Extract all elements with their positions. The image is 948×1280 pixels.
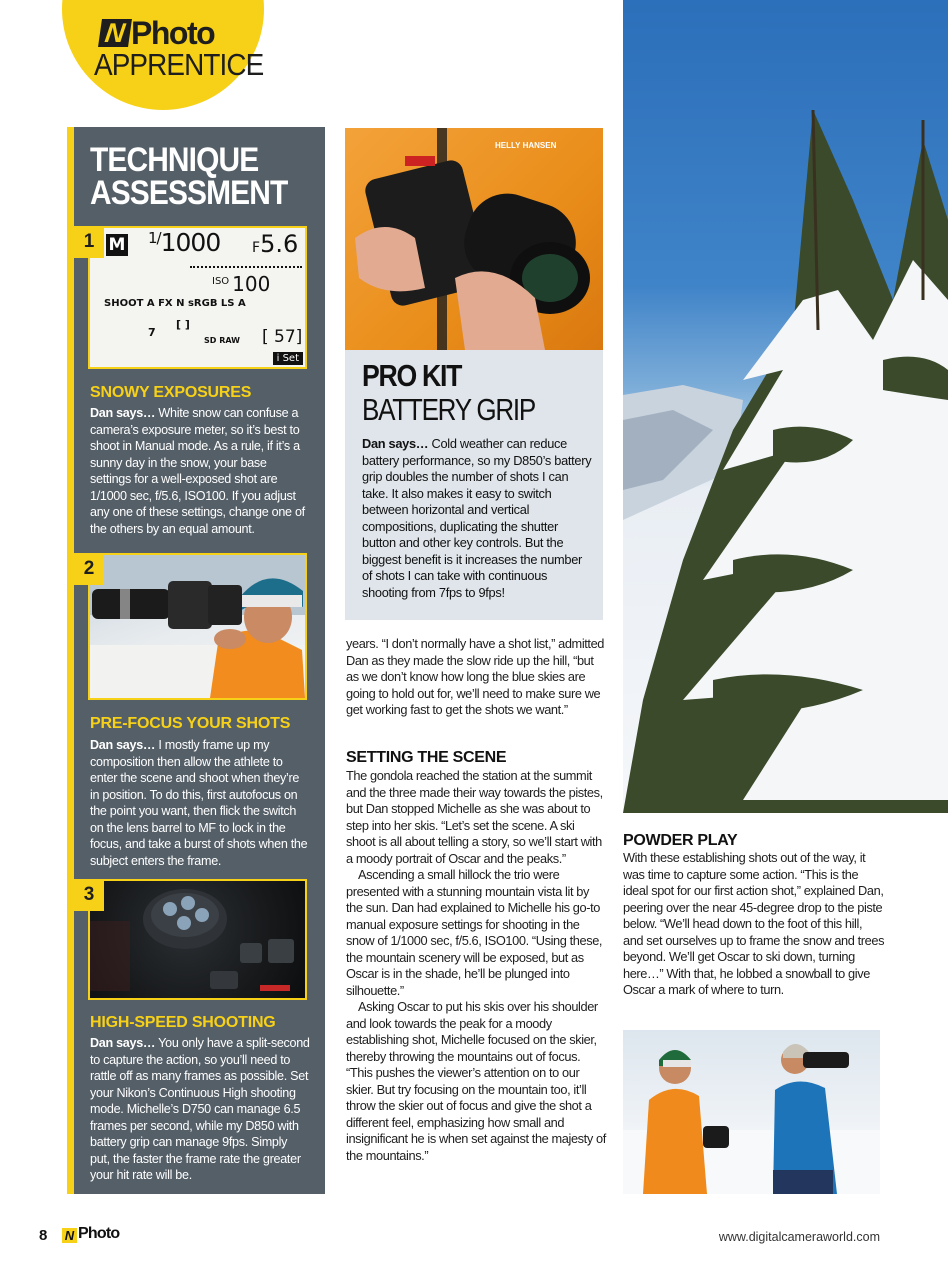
setting-scene-paragraph-1: The gondola reached the station at the summit and the three made their way towards the pistes, but Dan stopped Michelle as she was about to step into her skis. “Let’s set the scene. A ski shoot is all about telling a story, so we’ll start with a moody portrait of Oscar and the peaks.”	[346, 768, 603, 866]
technique-title: TECHNIQUE ASSESSMENT	[90, 141, 288, 212]
badge-apprentice-word: APPRENTICE	[94, 47, 264, 82]
lcd-af-area: [ ]	[176, 318, 190, 331]
footer-photo-logo: Photo	[78, 1225, 120, 1242]
skiers-photo	[623, 1030, 880, 1194]
page-number: 8	[39, 1227, 48, 1244]
snowy-exposures-text: Dan says… White snow can confuse a camera’s exposure meter, so it’s best to shoot in Manual mode. As a rule, if it’s a sunny day in the snow, your base settings for a well-exposed shot are 1/1000 sec, f/5.6, ISO100. If you adjust any one of these settings, change one of the others by an equal amount.	[90, 406, 305, 536]
step-number-3: 3	[74, 879, 104, 911]
lcd-quality: SD RAW	[204, 336, 241, 345]
snowy-tree-photo	[623, 0, 948, 813]
battery-grip-photo	[345, 128, 603, 350]
lcd-aperture: F5.6	[252, 230, 299, 258]
lcd-exposure-scale	[190, 262, 302, 268]
n-logo-icon: N	[98, 19, 132, 47]
skiers-illustration	[623, 1030, 880, 1194]
pro-kit-text: Dan says… Cold weather can reduce battery performance, so my D850’s battery grip doubles the number of shots I can take. It also makes it easy to switch between horizontal and vertical compositions, duplicating the shutter button and other key controls. But the biggest benefit is it increases the number of shots I can take with continuous shooting from 7fps to 9fps!	[362, 436, 592, 600]
pre-focus-text: Dan says… I mostly frame up my composition then allow the athlete to enter the scene and shoot when they’re in position. To do this, first autofocus on the point you want, then flick the switch on the lens barrel to MF to lock in the focus, and take a burst of shots when the subject enters the frame.	[90, 738, 308, 868]
snowy-trees-illustration	[623, 0, 948, 813]
badge-photo-word: Photo	[131, 15, 215, 51]
powder-play-heading: POWDER PLAY	[623, 832, 738, 849]
pro-kit-subtitle: BATTERY GRIP	[362, 392, 536, 427]
pre-focus-heading: PRE-FOCUS YOUR SHOTS	[90, 715, 291, 732]
setting-the-scene-heading: SETTING THE SCENE	[346, 749, 507, 766]
snowy-exposures-heading: SNOWY EXPOSURES	[90, 384, 252, 401]
lcd-shot-count: [ 57]	[262, 327, 303, 347]
photographer-illustration	[90, 555, 305, 698]
technique-panel-stripe	[67, 127, 74, 1194]
mode-dial-illustration	[90, 881, 305, 998]
lcd-shutter: $^{1/}$1000	[148, 228, 221, 257]
pro-kit-title: PRO KIT	[362, 358, 462, 393]
camera-dial-photo	[88, 879, 307, 1000]
photographer-photo	[88, 553, 307, 700]
article-intro: years. “I don’t normally have a shot list,” admitted Dan as they made the slow ride up the hill, “but as we don’t know how long the blue skies are going to hold out for, we’ll need to make sure we get working fast to get the shots we want.”	[346, 636, 605, 717]
high-speed-text: Dan says… You only have a split-second to capture the action, so you’ll need to rattle off as many frames as possible. Set your Nikon’s Continuous High shooting mode. Michelle’s D750 can manage 6.5 frames per second, while my D850 with battery grip can manage 9fps. Simply put, the faster the frame rate the greater your hit rate will be.	[90, 1036, 310, 1182]
lcd-set-label: i Set	[273, 352, 303, 365]
lcd-iso: $^{ISO}$ 100	[212, 272, 271, 296]
footer-url: www.digitalcameraworld.com	[718, 1230, 880, 1244]
camera-in-hands-illustration	[345, 128, 603, 350]
setting-scene-paragraph-3: Asking Oscar to put his skis over his shoulder and look towards the peak for a moody establishing shot, Michelle focused on the skier, thereby throwing the mountains out of focus. “This pushes the viewer’s attention on to our skier. But try focusing on the mountain too, it’ll throw the skier out of focus and give the shot a different feel, emphasizing how small and insignificant he is when set against the majesty of the mountains.”	[346, 999, 606, 1163]
powder-play-text: With these establishing shots out of the way, it was time to capture some action. “This is the ideal spot for our first action shot,” explained Dan, peering over the near 45-degree drop to the piste below. “We’ll head down to the foot of this hill, and set ourselves up to frame the snow and trees beyond. We’ll get Oscar to ski down, turning here…” With that, he lobbed a snowball to give Oscar a mark of where to turn.	[623, 850, 885, 997]
setting-the-scene-text	[346, 768, 606, 1164]
high-speed-heading: HIGH-SPEED SHOOTING	[90, 1014, 276, 1031]
camera-lcd-image	[88, 226, 307, 369]
lcd-settings-row: SHOOT A FX N sRGB LS A	[104, 298, 246, 309]
jacket-brand-text: HELLY HANSEN	[495, 141, 557, 150]
lcd-burst: 7	[148, 326, 156, 339]
setting-scene-paragraph-2: Ascending a small hillock the trio were presented with a stunning mountain vista lit by the sun. Dan had explained to Michelle his go-to manual exposure settings for shooting in the snow of 1/1000 sec, f/5.6, ISO100. “Using these, the mountain scenery will be exposed, but as Oscar is in the shade, he’ll be plunged into silhouette.”	[346, 867, 603, 998]
step-number-1: 1	[74, 226, 104, 258]
step-number-2: 2	[74, 553, 104, 585]
footer-n-logo-icon: N	[62, 1228, 77, 1243]
lcd-mode: M	[106, 234, 128, 256]
